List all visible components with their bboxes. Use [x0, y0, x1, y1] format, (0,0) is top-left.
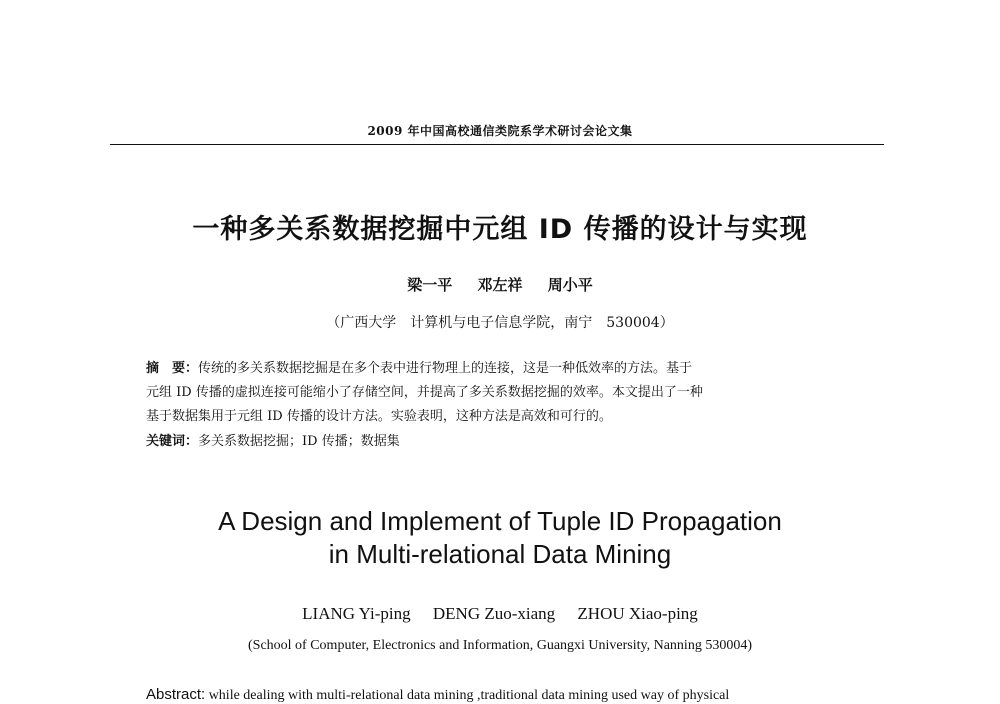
keywords-cn [146, 430, 858, 454]
abstract-cn-line-1 [146, 357, 858, 381]
authors-cn [0, 274, 1000, 295]
abstract-cn [146, 357, 858, 429]
header-rule [110, 144, 884, 145]
paper-title-en [0, 505, 1000, 571]
keywords-cn-text: 多关系数据挖掘；ID 传播；数据集 [198, 434, 400, 449]
abstract-en-text: while dealing with multi-relational data mining ,traditional data mining used way of physical [208, 688, 730, 703]
author-en-2: DENG Zuo-xiang [432, 604, 556, 623]
affiliation-cn: （广西大学 计算机与电子信息学院，南宁 530004） [326, 315, 674, 331]
paper-title-en-line-1: A Design and Implement of Tuple ID Propagation [218, 506, 782, 536]
abstract-cn-line-3: 基于数据集用于元组 ID 传播的设计方法。实验表明，这种方法是高效和可行的。 [146, 409, 612, 424]
authors-en [0, 604, 1000, 624]
affiliation-en: (School of Computer, Electronics and Information, Guangxi University, Nanning 530004) [248, 638, 752, 653]
abstract-cn-label: 摘 要： [146, 361, 199, 376]
abstract-cn-text-1: 传统的多关系数据挖掘是在多个表中进行物理上的连接，这是一种低效率的方法。基于 [198, 361, 693, 376]
author-cn-1: 梁一平 [407, 276, 453, 294]
author-en-1: LIANG Yi-ping [302, 604, 411, 623]
author-cn-2: 邓左祥 [477, 276, 523, 294]
running-header: 2009 年中国高校通信类院系学术研讨会论文集 [367, 124, 633, 138]
keywords-cn-label: 关键词： [146, 434, 199, 449]
author-en-3: ZHOU Xiao-ping [577, 604, 698, 623]
author-cn-3: 周小平 [547, 276, 593, 294]
abstract-en [146, 686, 866, 704]
abstract-en-label: Abstract: [146, 686, 206, 703]
paper-title-en-line-2: in Multi-relational Data Mining [328, 539, 672, 569]
abstract-cn-line-2: 元组 ID 传播的虚拟连接可能缩小了存储空间，并提高了多关系数据挖掘的效率。本文提出了一种 [146, 385, 703, 400]
paper-title-cn: 一种多关系数据挖掘中元组 ID 传播的设计与实现 [192, 214, 808, 245]
